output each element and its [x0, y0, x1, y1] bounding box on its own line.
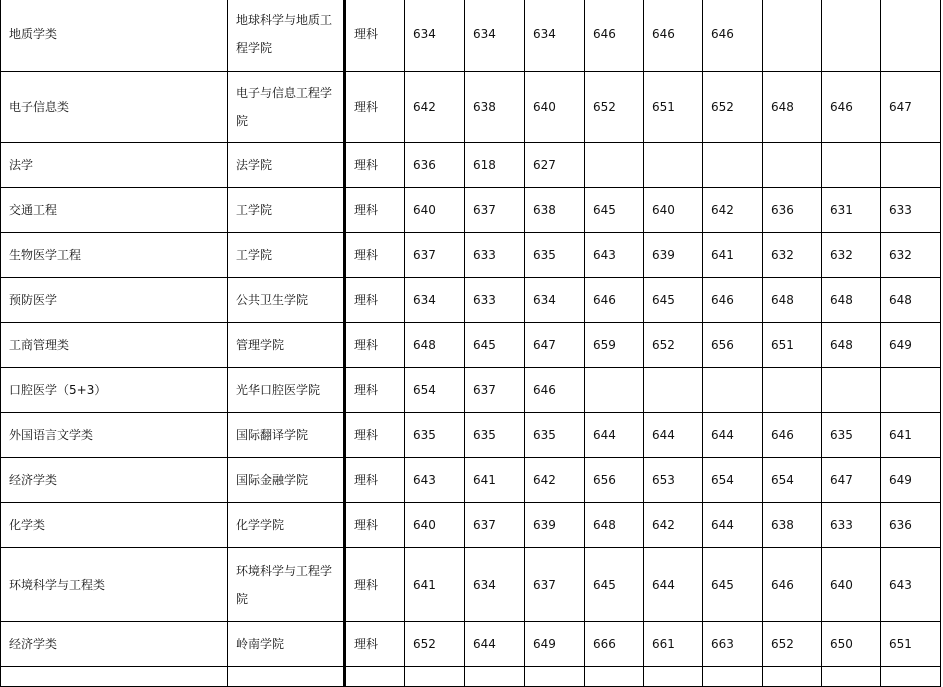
subject-cell: 理科 [345, 72, 405, 143]
subject-cell: 理科 [345, 278, 405, 323]
score-cell: 637 [465, 503, 525, 548]
score-cell: 636 [405, 143, 465, 188]
major-cell: 外国语言文学类 [1, 413, 228, 458]
score-cell: 632 [881, 233, 941, 278]
score-cell [644, 667, 703, 687]
table-row [1, 368, 941, 413]
school-cell: 管理学院 [228, 323, 345, 368]
subject-cell: 理科 [345, 0, 405, 72]
score-cell: 641 [465, 458, 525, 503]
school-cell: 岭南学院 [228, 622, 345, 667]
score-cell [525, 667, 585, 687]
score-cell: 633 [465, 233, 525, 278]
score-cell: 650 [822, 622, 881, 667]
score-cell: 651 [881, 622, 941, 667]
subject-cell: 理科 [345, 368, 405, 413]
score-cell [405, 667, 465, 687]
score-cell: 651 [644, 72, 703, 143]
subject-cell: 理科 [345, 548, 405, 622]
score-cell: 649 [525, 622, 585, 667]
score-cell [822, 0, 881, 72]
score-cell: 644 [644, 413, 703, 458]
score-cell: 640 [405, 503, 465, 548]
score-cell: 652 [405, 622, 465, 667]
score-cell: 656 [703, 323, 763, 368]
score-cell: 646 [703, 278, 763, 323]
score-cell [585, 667, 644, 687]
score-cell: 636 [763, 188, 822, 233]
table-row [1, 667, 941, 687]
score-cell: 635 [465, 413, 525, 458]
score-cell: 634 [405, 278, 465, 323]
score-cell: 659 [585, 323, 644, 368]
score-cell: 649 [881, 458, 941, 503]
score-cell: 652 [585, 72, 644, 143]
score-cell: 663 [703, 622, 763, 667]
score-cell [881, 667, 941, 687]
score-cell [763, 0, 822, 72]
score-cell [881, 368, 941, 413]
score-cell: 645 [465, 323, 525, 368]
score-cell: 647 [881, 72, 941, 143]
table-row [1, 323, 941, 368]
score-cell: 661 [644, 622, 703, 667]
score-cell: 641 [405, 548, 465, 622]
score-cell: 644 [644, 548, 703, 622]
table-row [1, 143, 941, 188]
school-cell: 国际金融学院 [228, 458, 345, 503]
table-row [1, 458, 941, 503]
subject-cell [345, 667, 405, 687]
score-cell: 637 [465, 188, 525, 233]
score-cell: 641 [703, 233, 763, 278]
school-cell: 环境科学与工程学院 [228, 548, 345, 622]
score-cell: 642 [644, 503, 703, 548]
table-row [1, 413, 941, 458]
table-row [1, 503, 941, 548]
score-cell: 647 [822, 458, 881, 503]
score-cell: 638 [465, 72, 525, 143]
score-cell: 637 [465, 368, 525, 413]
school-cell: 国际翻译学院 [228, 413, 345, 458]
score-cell [465, 667, 525, 687]
score-cell: 645 [703, 548, 763, 622]
score-cell: 646 [585, 278, 644, 323]
score-cell: 651 [763, 323, 822, 368]
score-cell: 646 [763, 548, 822, 622]
score-cell: 635 [822, 413, 881, 458]
score-cell: 644 [703, 503, 763, 548]
score-cell: 645 [644, 278, 703, 323]
major-cell: 化学类 [1, 503, 228, 548]
score-cell: 646 [703, 0, 763, 72]
table-row [1, 278, 941, 323]
score-cell: 640 [525, 72, 585, 143]
score-cell [703, 368, 763, 413]
score-cell: 637 [525, 548, 585, 622]
score-cell: 654 [763, 458, 822, 503]
score-cell [644, 368, 703, 413]
major-cell: 经济学类 [1, 622, 228, 667]
score-cell: 648 [405, 323, 465, 368]
subject-cell: 理科 [345, 622, 405, 667]
subject-cell: 理科 [345, 233, 405, 278]
table-row [1, 0, 941, 72]
major-cell: 电子信息类 [1, 72, 228, 143]
subject-cell: 理科 [345, 503, 405, 548]
score-cell [881, 143, 941, 188]
score-cell: 648 [585, 503, 644, 548]
major-cell: 地质学类 [1, 0, 228, 72]
score-cell: 635 [525, 233, 585, 278]
score-cell: 637 [405, 233, 465, 278]
subject-cell: 理科 [345, 458, 405, 503]
table-row [1, 233, 941, 278]
score-cell: 639 [644, 233, 703, 278]
score-cell [822, 143, 881, 188]
score-cell: 645 [585, 548, 644, 622]
score-cell: 618 [465, 143, 525, 188]
school-cell: 地球科学与地质工程学院 [228, 0, 345, 72]
school-cell: 法学院 [228, 143, 345, 188]
score-cell: 644 [585, 413, 644, 458]
score-cell [881, 0, 941, 72]
score-cell [763, 667, 822, 687]
score-cell: 642 [525, 458, 585, 503]
score-cell [763, 368, 822, 413]
score-cell: 634 [465, 548, 525, 622]
score-cell: 638 [763, 503, 822, 548]
score-cell: 644 [703, 413, 763, 458]
score-cell: 656 [585, 458, 644, 503]
table-row [1, 188, 941, 233]
subject-cell: 理科 [345, 323, 405, 368]
score-cell: 634 [465, 0, 525, 72]
score-cell: 646 [585, 0, 644, 72]
major-cell [1, 667, 228, 687]
score-cell: 640 [644, 188, 703, 233]
score-cell: 666 [585, 622, 644, 667]
major-cell: 经济学类 [1, 458, 228, 503]
subject-cell: 理科 [345, 143, 405, 188]
score-cell [644, 143, 703, 188]
score-cell: 647 [525, 323, 585, 368]
subject-cell: 理科 [345, 188, 405, 233]
score-cell: 654 [703, 458, 763, 503]
score-cell: 648 [763, 72, 822, 143]
score-cell: 633 [822, 503, 881, 548]
table-row [1, 72, 941, 143]
score-cell: 633 [465, 278, 525, 323]
major-cell: 环境科学与工程类 [1, 548, 228, 622]
score-cell [763, 143, 822, 188]
score-cell: 646 [644, 0, 703, 72]
score-cell: 634 [525, 278, 585, 323]
score-cell: 648 [822, 278, 881, 323]
school-cell [228, 667, 345, 687]
major-cell: 工商管理类 [1, 323, 228, 368]
score-cell: 648 [763, 278, 822, 323]
school-cell: 公共卫生学院 [228, 278, 345, 323]
score-cell: 627 [525, 143, 585, 188]
score-cell: 649 [881, 323, 941, 368]
table-row [1, 622, 941, 667]
score-cell: 654 [405, 368, 465, 413]
score-cell: 632 [763, 233, 822, 278]
score-cell: 643 [405, 458, 465, 503]
major-cell: 交通工程 [1, 188, 228, 233]
score-cell: 635 [525, 413, 585, 458]
score-cell: 639 [525, 503, 585, 548]
score-cell: 643 [881, 548, 941, 622]
score-cell: 631 [822, 188, 881, 233]
score-cell [822, 667, 881, 687]
school-cell: 光华口腔医学院 [228, 368, 345, 413]
major-cell: 生物医学工程 [1, 233, 228, 278]
score-cell: 652 [703, 72, 763, 143]
major-cell: 口腔医学（5+3） [1, 368, 228, 413]
table-row [1, 548, 941, 622]
score-cell [703, 143, 763, 188]
score-cell: 648 [881, 278, 941, 323]
score-cell: 640 [405, 188, 465, 233]
score-cell: 643 [585, 233, 644, 278]
table-body [1, 0, 941, 687]
major-cell: 预防医学 [1, 278, 228, 323]
school-cell: 工学院 [228, 233, 345, 278]
score-cell: 646 [525, 368, 585, 413]
score-cell [822, 368, 881, 413]
score-cell: 642 [405, 72, 465, 143]
score-cell: 642 [703, 188, 763, 233]
score-cell: 646 [763, 413, 822, 458]
score-cell: 635 [405, 413, 465, 458]
score-cell: 652 [763, 622, 822, 667]
major-cell: 法学 [1, 143, 228, 188]
score-cell: 634 [525, 0, 585, 72]
score-cell: 638 [525, 188, 585, 233]
score-cell [703, 667, 763, 687]
score-cell: 652 [644, 323, 703, 368]
score-cell: 634 [405, 0, 465, 72]
score-cell: 640 [822, 548, 881, 622]
school-cell: 电子与信息工程学院 [228, 72, 345, 143]
score-cell: 653 [644, 458, 703, 503]
score-cell: 648 [822, 323, 881, 368]
score-cell: 636 [881, 503, 941, 548]
score-cell: 632 [822, 233, 881, 278]
score-cell: 641 [881, 413, 941, 458]
score-cell: 645 [585, 188, 644, 233]
score-cell: 633 [881, 188, 941, 233]
score-cell [585, 143, 644, 188]
score-cell: 646 [822, 72, 881, 143]
school-cell: 化学学院 [228, 503, 345, 548]
school-cell: 工学院 [228, 188, 345, 233]
score-cell: 644 [465, 622, 525, 667]
score-cell [585, 368, 644, 413]
subject-cell: 理科 [345, 413, 405, 458]
